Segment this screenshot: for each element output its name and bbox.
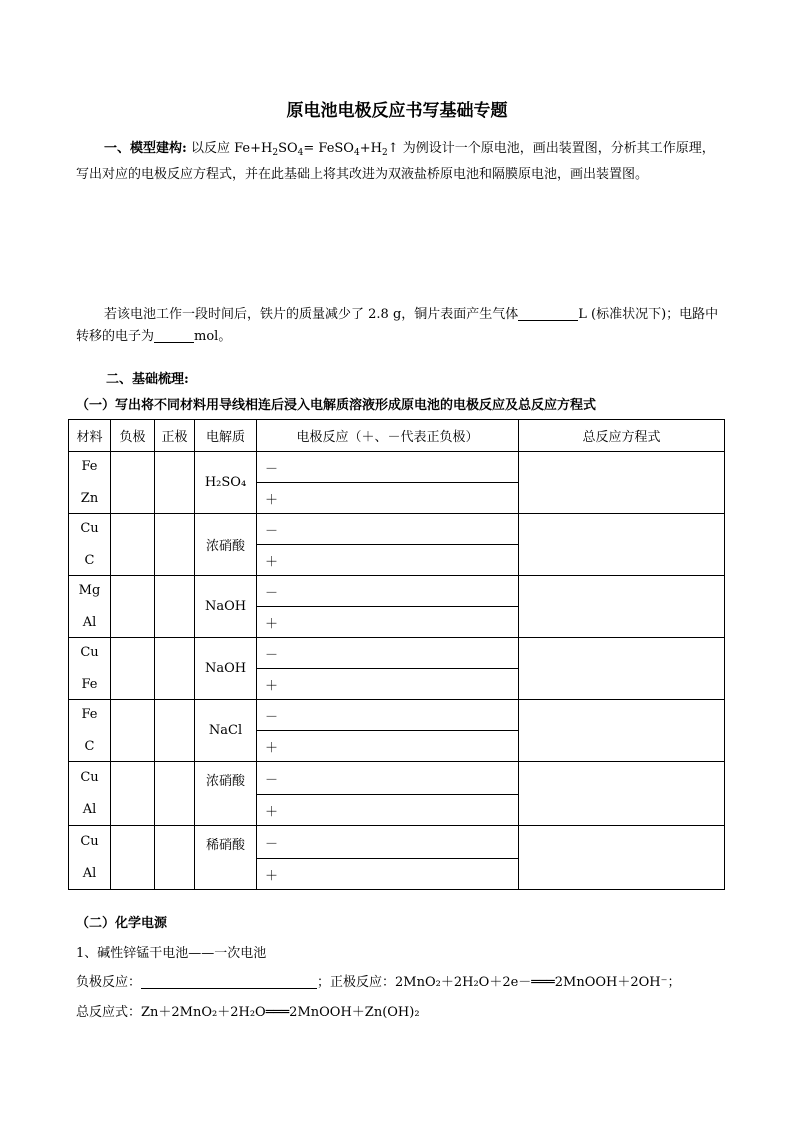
electron-mol-blank[interactable] [154,328,194,343]
electrode-table [68,419,725,890]
section1-text-a: 以反应 Fe+H [190,141,273,156]
section2-sub1: （一）写出将不同材料用导线相连后浸入电解质溶液形成原电池的电极反应及总反应方程式 [76,398,597,413]
negative-cell[interactable] [111,638,155,700]
minus-reaction-cell[interactable]: － [257,514,519,545]
negative-cell[interactable] [111,576,155,638]
plus-reaction-cell[interactable]: ＋ [257,731,519,762]
electrolyte-cell: H₂SO₄ [195,452,257,514]
plus-reaction-cell[interactable]: ＋ [257,859,519,890]
section1-label: 一、模型建构: [104,141,187,156]
header-negative: 负极 [111,420,155,452]
question-part1: 若该电池工作一段时间后，铁片的质量减少了 2.8 g，铜片表面产生气体 [104,307,519,322]
total-reaction-cell[interactable] [519,762,725,826]
subscript: 2 [381,148,388,158]
negative-cell[interactable] [111,514,155,576]
section2-sub2: （二）化学电源 [76,916,168,931]
negative-reaction-line [76,971,681,990]
header-positive: 正极 [155,420,195,452]
table-row [69,452,725,483]
positive-cell[interactable] [155,826,195,890]
minus-reaction-cell[interactable]: － [257,762,519,795]
plus-reaction-cell[interactable]: ＋ [257,483,519,514]
material-cell: Fe C [69,700,111,762]
section1-text-c: = FeSO [303,141,354,156]
electrolyte-cell: NaCl [195,700,257,762]
electrolyte-cell: 稀硝酸 [195,826,257,890]
subscript: 4 [297,148,304,158]
negative-cell[interactable] [111,762,155,826]
plus-reaction-cell[interactable]: ＋ [257,545,519,576]
table-row [69,576,725,607]
electrolyte-cell: 浓硝酸 [195,762,257,826]
section1-text-d: +H [359,141,382,156]
table-row [69,638,725,669]
minus-reaction-cell[interactable]: － [257,638,519,669]
plus-reaction-cell[interactable]: ＋ [257,669,519,700]
subscript: 4 [353,148,360,158]
battery-title: 1、碱性锌锰干电池——一次电池 [76,946,267,961]
material-cell: Fe Zn [69,452,111,514]
negative-cell[interactable] [111,700,155,762]
material-cell: Cu Al [69,826,111,890]
gas-volume-blank[interactable] [518,306,578,321]
question-part2: L (标准状况下)；电路中转移的电子为 [76,307,719,344]
negative-reaction-blank[interactable] [141,974,317,989]
negative-cell[interactable] [111,826,155,890]
table-row [69,762,725,795]
header-electrolyte: 电解质 [195,420,257,452]
header-total-reaction: 总反应方程式 [519,420,725,452]
positive-reaction-text: ；正极反应：2MnO₂＋2H₂O＋2e－═══2MnOOH＋2OH⁻； [317,975,681,990]
page-title: 原电池电极反应书写基础专题 [286,101,508,121]
section1-paragraph [76,138,726,186]
negative-reaction-label: 负极反应： [76,975,142,990]
material-cell: Cu C [69,514,111,576]
minus-reaction-cell[interactable]: － [257,452,519,483]
positive-cell[interactable] [155,700,195,762]
positive-cell[interactable] [155,762,195,826]
table-header-row [69,420,725,452]
plus-reaction-cell[interactable]: ＋ [257,607,519,638]
header-electrode-reaction: 电极反应（＋、－代表正负极） [257,420,519,452]
table-row [69,514,725,545]
electrolyte-cell: NaOH [195,576,257,638]
total-reaction-cell[interactable] [519,826,725,890]
negative-cell[interactable] [111,452,155,514]
electrolyte-cell: NaOH [195,638,257,700]
material-cell: Mg Al [69,576,111,638]
plus-reaction-cell[interactable]: ＋ [257,795,519,826]
header-material: 材料 [69,420,111,452]
minus-reaction-cell[interactable]: － [257,826,519,859]
question-part3: mol。 [194,329,232,344]
positive-cell[interactable] [155,452,195,514]
positive-cell[interactable] [155,576,195,638]
section2-label: 二、基础梳理: [106,372,189,387]
subscript: 2 [272,148,279,158]
minus-reaction-cell[interactable]: － [257,700,519,731]
minus-reaction-cell[interactable]: － [257,576,519,607]
total-reaction-cell[interactable] [519,514,725,576]
total-reaction-line: 总反应式：Zn＋2MnO₂＋2H₂O═══2MnOOH＋Zn(OH)₂ [76,1005,420,1020]
table-row [69,700,725,731]
section1-text-b: SO [278,141,298,156]
material-cell: Cu Fe [69,638,111,700]
total-reaction-cell[interactable] [519,700,725,762]
question-paragraph [76,304,726,348]
material-cell: Cu Al [69,762,111,826]
positive-cell[interactable] [155,638,195,700]
total-reaction-cell[interactable] [519,576,725,638]
table-row [69,826,725,859]
section1-text-e: ↑ 为例设计一个原电池，画出装置图，分析其工作原理，写出对应的电极反应方程式，并在此基础上将其改进为双液盐桥原电池和隔膜原电池，画出装置图。 [76,141,715,182]
positive-cell[interactable] [155,514,195,576]
total-reaction-cell[interactable] [519,452,725,514]
total-reaction-cell[interactable] [519,638,725,700]
electrolyte-cell: 浓硝酸 [195,514,257,576]
